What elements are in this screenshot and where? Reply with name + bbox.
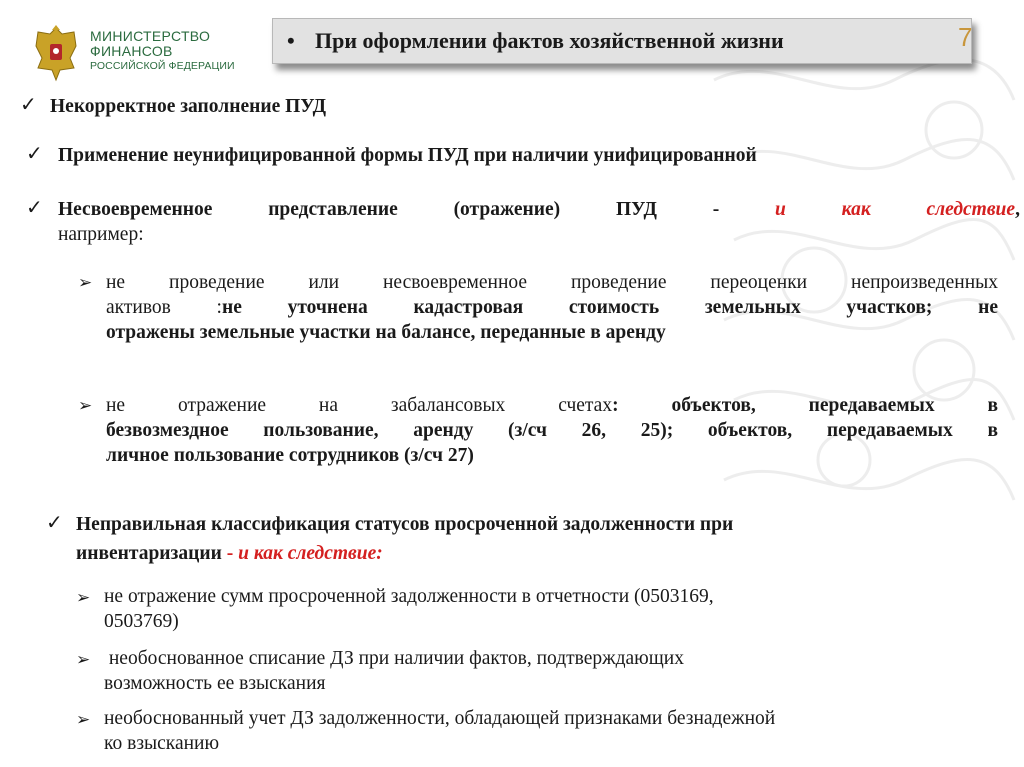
check-icon: ✓	[46, 510, 63, 534]
arrow-bullet-icon: ➢	[78, 396, 93, 416]
logo-line-2: ФИНАНСОВ	[90, 43, 173, 59]
check-icon: ✓	[20, 92, 37, 116]
subitem-revaluation: не проведение или несвоевременное проведение переоценки непроизведенных активов :не уточнена кадастровая стоимость земельных участков; не отражены земельные участки на балансе, переданные в аренду	[106, 272, 999, 343]
ministry-logo	[30, 24, 250, 84]
title-bullet: •	[287, 28, 295, 53]
item-incorrect-filling: Некорректное заполнение ПУД	[50, 96, 327, 117]
check-icon: ✓	[26, 141, 43, 165]
arrow-bullet-icon: ➢	[76, 650, 91, 670]
item-untimely-submission: Несвоевременное представление (отражение) ПУД - и как следствие, например:	[58, 199, 1020, 245]
subitem-unjustified-writeoff: необоснованное списание ДЗ при наличии фактов, подтверждающих возможность ее взыскания	[104, 648, 684, 694]
subitem-hopeless-debt: необоснованный учет ДЗ задолженности, обладающей признаками безнадежной ко взысканию	[104, 708, 776, 754]
item-untimely-line2: например:	[58, 224, 144, 245]
subitem-overdue-reporting: не отражение сумм просроченной задолженности в отчетности (0503169, 0503769)	[104, 586, 714, 632]
coat-of-arms-icon	[30, 24, 82, 82]
logo-line-3: РОССИЙСКОЙ ФЕДЕРАЦИИ	[90, 60, 235, 72]
arrow-bullet-icon: ➢	[76, 710, 91, 730]
check-icon: ✓	[26, 195, 43, 219]
arrow-bullet-icon: ➢	[78, 273, 93, 293]
item-classification: Неправильная классификация статусов просроченной задолженности при инвентаризации - и как следствие:	[76, 514, 734, 564]
slide-number: 7	[958, 22, 973, 52]
logo-line-1: МИНИСТЕРСТВО	[90, 28, 211, 44]
arrow-bullet-icon: ➢	[76, 588, 91, 608]
item-non-unified-form: Применение неунифицированной формы ПУД при наличии унифицированной	[58, 145, 757, 166]
subitem-off-balance: не отражение на забалансовых счетах: объектов, передаваемых в безвозмездное пользование, аренду (з/сч 26, 25); объектов, передаваемых в личное пользование сотрудников (з/сч 27)	[106, 395, 998, 466]
slide-title: При оформлении фактов хозяйственной жизни	[315, 28, 784, 53]
slide-title-bar	[272, 18, 972, 64]
